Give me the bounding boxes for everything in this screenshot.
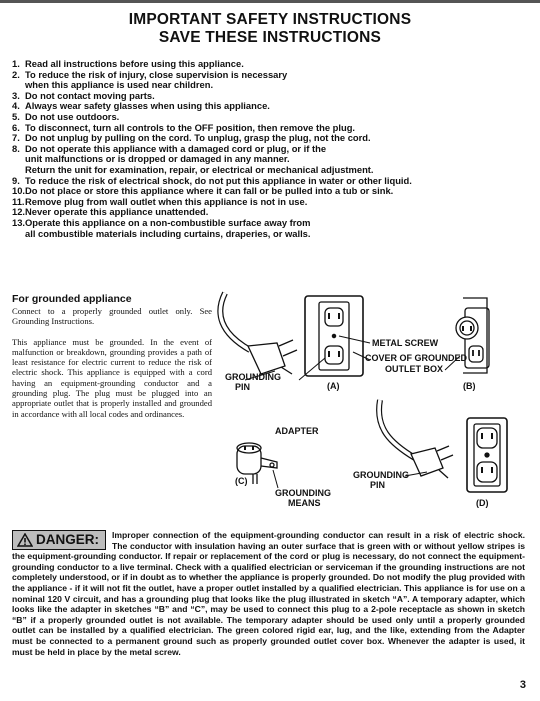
label-grounding-pin-a: GROUNDING [225,372,281,382]
instruction-item [12,218,540,239]
instruction-text: Do not use outdoors. [25,110,120,122]
grounding-illustration [215,288,535,513]
instruction-text: To disconnect, turn all controls to the OFF position, then remove the plug. [25,121,356,133]
warning-triangle-icon [17,533,33,547]
label-pin-d: PIN [370,480,386,490]
label-cover-2: OUTLET BOX [385,364,443,374]
instruction-item [12,59,540,70]
label-grounding-means-1: GROUNDING [275,488,331,498]
instruction-number: 9. [12,174,20,186]
instruction-number: 4. [12,100,20,112]
instruction-text: To reduce the risk of electrical shock, do not put this appliance in water or other liquid. [25,174,412,186]
instruction-number: 10. [12,185,26,197]
grounded-heading: For grounded appliance [12,293,132,305]
title-line-2: SAVE THESE INSTRUCTIONS [158,29,382,46]
grounded-body: This appliance must be grounded. In the event of malfunction or breakdown, grounding provides a path of least resistance for electric current to reduce the risk of electric shock. This appliance is equipped with a cord having an equipment-grounding conductor and a grounding plug. The plug must be plugged into an appropriate outlet that is properly installed and grounded in accordance with all local codes and ordinances. [12,336,212,419]
instruction-item [12,112,540,123]
instruction-text: Do not unplug by pulling on the cord. To unplug, grasp the plug, not the cord. [25,132,371,144]
danger-label: DANGER: [36,532,99,547]
label-a: (A) [327,381,340,391]
instruction-number: 1. [12,58,20,69]
instruction-number: 7. [12,132,20,144]
instruction-item [12,70,540,91]
danger-badge [12,530,106,550]
grounding-diagrams [215,288,535,513]
page-title [0,11,540,47]
title-line-1: IMPORTANT SAFETY INSTRUCTIONS [128,11,412,28]
instruction-number: 13. [12,216,26,228]
instruction-text: Operate this appliance on a non-combustible surface away from all combustible materials including curtains, draperies, or walls. [25,216,311,239]
plug-d [379,400,453,478]
grounded-subtext: Connect to a properly grounded outlet only. See Grounding Instructions. [12,306,212,327]
instruction-text: To reduce the risk of injury, close supervision is necessary when this appliance is used near children. [25,68,288,91]
instruction-number: 11. [12,195,25,207]
label-b: (B) [463,381,476,391]
label-pin-a: PIN [235,382,251,392]
instruction-number: 3. [12,89,20,101]
instruction-number: 8. [12,142,20,154]
page-number: 3 [519,679,526,691]
instruction-text: Remove plug from wall outlet when this appliance is not in use. [25,195,308,207]
label-c: (C) [235,476,248,486]
grounded-appliance-section [12,293,212,419]
label-grounding-means-2: MEANS [288,498,321,508]
instruction-text: Never operate this appliance unattended. [25,206,209,218]
grounded-outlet-d [467,418,507,492]
danger-notice [12,530,525,657]
instruction-item [12,144,540,176]
instruction-number: 5. [12,110,20,122]
instruction-text: Read all instructions before using this appliance. [25,58,244,69]
label-cover-1: COVER OF GROUNDED [365,353,468,363]
safety-instructions-list [12,59,540,239]
instruction-number: 12. [12,206,26,218]
instruction-number: 2. [12,68,20,80]
grounding-plug-drawing [220,293,297,380]
label-adapter: ADAPTER [275,426,319,436]
instruction-text: Do not contact moving parts. [25,89,155,101]
instruction-text: Do not operate this appliance with a damaged cord or plug, or if the unit malfunctions or is dropped or damaged in any manner. Return the unit for examination, repair, or electrical or mechanical adjustment. [25,142,374,175]
label-grounding-pin-d: GROUNDING [353,470,409,480]
label-metal-screw: METAL SCREW [372,338,439,348]
instruction-number: 6. [12,121,20,133]
grounded-outlet-a [299,296,363,380]
label-d: (D) [476,498,489,508]
instruction-text: Do not place or store this appliance where it can fall or be pulled into a tub or sink. [25,185,394,197]
danger-text: Improper connection of the equipment-grounding conductor can result in a risk of electric shock. The conductor with insulation having an outer surface that is green with or without yellow stripes is the equipment-grounding conductor. If repair or replacement of the cord or plug is necessary, do not connect the equipment-grounding conductor to a live terminal. Check with a qualified electrician or serviceman if the grounding instructions are not completely understood, or if in doubt as to whether the appliance is properly grounded. Do not modify the plug provided with the appliance - if it will not fit the outlet, have a proper outlet installed by a qualified electrician. This appliance is for use on a nominal 120 V circuit, and has a grounding plug that looks like the plug illustrated in sketch “A”. A temporary adapter, which looks like the adapter in sketches “B” and “C”, may be used to connect this plug to a 2-pole receptacle as shown in sketch “B” if a properly grounded outlet is not available. The temporary adapter should be used only until a properly grounded outlet can be installed by a qualified electrician. The green colored rigid ear, lug, and the like, extending from the Adapter must be connected to a permanent ground such as properly grounded outlet cover box. Whenever the adapter is used, it must be held in place by the metal screw. [12,530,525,657]
instruction-text: Always wear safety glasses when using this appliance. [25,100,270,112]
